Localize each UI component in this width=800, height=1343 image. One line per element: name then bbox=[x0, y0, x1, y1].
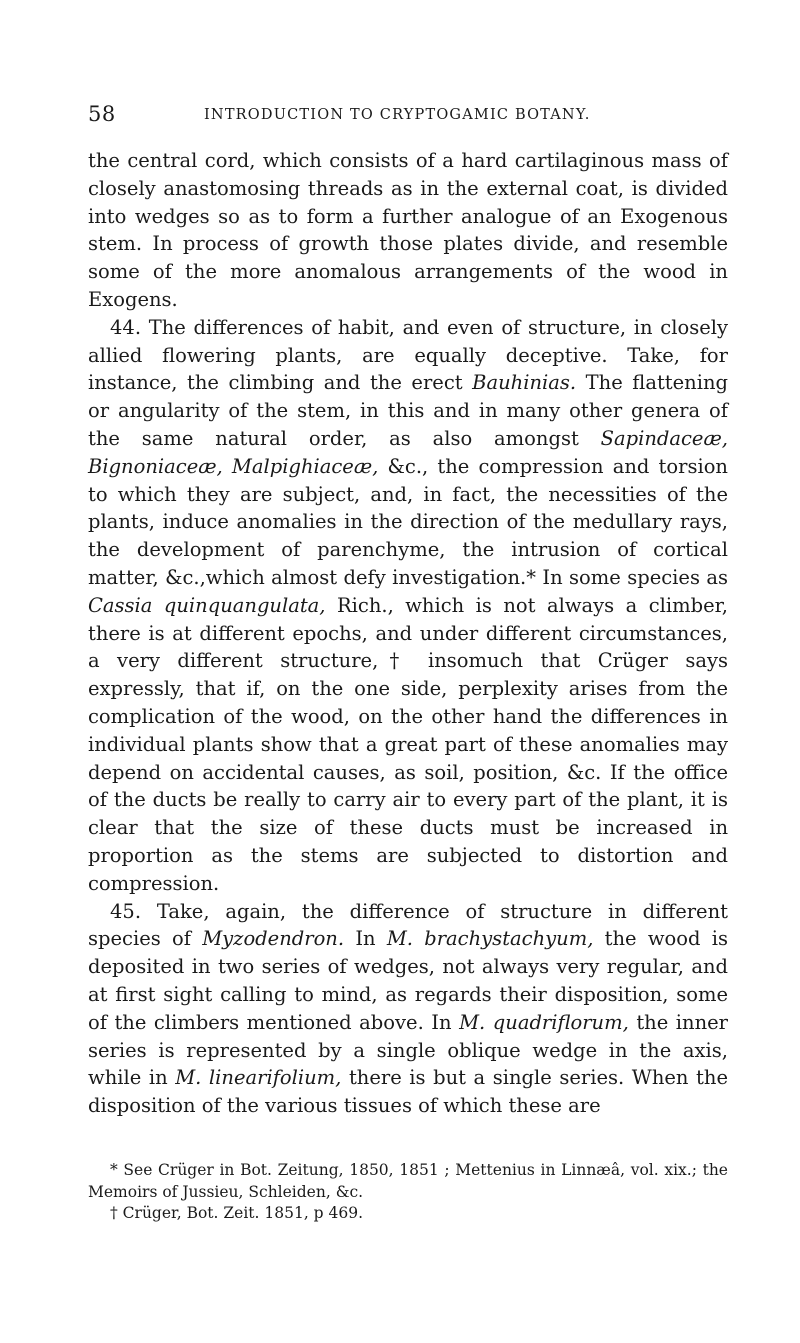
paragraph-text: In bbox=[344, 927, 387, 951]
paragraph-text: the inner series is represented by a single oblique wedge in the axis, while in bbox=[88, 1010, 728, 1090]
italic-term: Cassia quinquangulata, bbox=[88, 593, 326, 617]
paragraph-text: The flattening or angularity of the stem, in this and in many other genera of the same natural order, as also amongst bbox=[88, 371, 728, 450]
paragraph-44 bbox=[88, 314, 728, 898]
italic-term: M. brachystachyum, bbox=[386, 927, 594, 951]
paragraph-text: the central cord, which consists of a hard cartilaginous mass of closely anastomosing threads as in the external coat, is divided into wedges so as to form a further analogue of an Exogenous stem. In process of growth those plates divide, and resemble some of the more anomalous arrangements of the wood in Exogens. bbox=[88, 149, 728, 311]
italic-term: M. quadriflorum, bbox=[459, 1010, 629, 1034]
italic-term: M. linearifolium, bbox=[175, 1066, 342, 1090]
italic-term: Bauhinias. bbox=[472, 371, 577, 395]
footnote-2: † Crüger, Bot. Zeit. 1851, p 469. bbox=[110, 1204, 364, 1222]
paragraph-continuation bbox=[88, 147, 728, 314]
italic-term: Myzodendron. bbox=[202, 927, 345, 951]
paragraph-text: 45. Take, again, the difference of structure in different species of bbox=[88, 899, 728, 951]
paragraph-text: Rich., which is not always a climber, there is at different epochs, and under different circumstances, a very different structure,† insomuch that Crüger says expressly, that if, on the one side, perplexity arises from the complication of the wood, on the other hand the differences in individual plants show that a great part of these anomalies may depend on accidental causes, as soil, position, &c. If the office of the ducts be really to carry air to every part of the plant, it is clear that the size of these ducts must be increased in proportion as the stems are subjected to distortion and compression. bbox=[88, 593, 728, 895]
footnotes bbox=[88, 1160, 728, 1225]
page-number: 58 bbox=[88, 102, 116, 126]
footnote-1: * See Crüger in Bot. Zeitung, 1850, 1851 ; Mettenius in Linnæâ, vol. xix.; the Memoirs of Jussieu, Schleiden, &c. bbox=[88, 1161, 728, 1201]
running-head: INTRODUCTION TO CRYPTOGAMIC BOTANY. bbox=[204, 107, 591, 123]
body-text bbox=[88, 147, 728, 1120]
italic-term: Sapindaceæ, Bignoniaceæ, Malpighiaceæ, bbox=[88, 426, 728, 478]
paragraph-text: the wood is deposited in two series of wedges, not always very regular, and at first sight calling to mind, as regards their disposition, some of the climbers mentioned above. In bbox=[88, 927, 728, 1034]
page-header bbox=[88, 102, 728, 132]
paragraph-text: &c., the compression and torsion to which they are subject, and, in fact, the necessities of the plants, induce anomalies in the direction of the medullary rays, the development of parenchyme, the intrusion of cortical matter, &c.,which almost defy investigation.* In some species as bbox=[88, 454, 728, 589]
paragraph-text: there is but a single series. When the disposition of the various tissues of which these are bbox=[88, 1066, 728, 1118]
paragraph-text: 44. The differences of habit, and even of structure, in closely allied flowering plants, are equally deceptive. Take, for instance, the climbing and the erect bbox=[88, 315, 728, 395]
paragraph-45 bbox=[88, 898, 728, 1120]
